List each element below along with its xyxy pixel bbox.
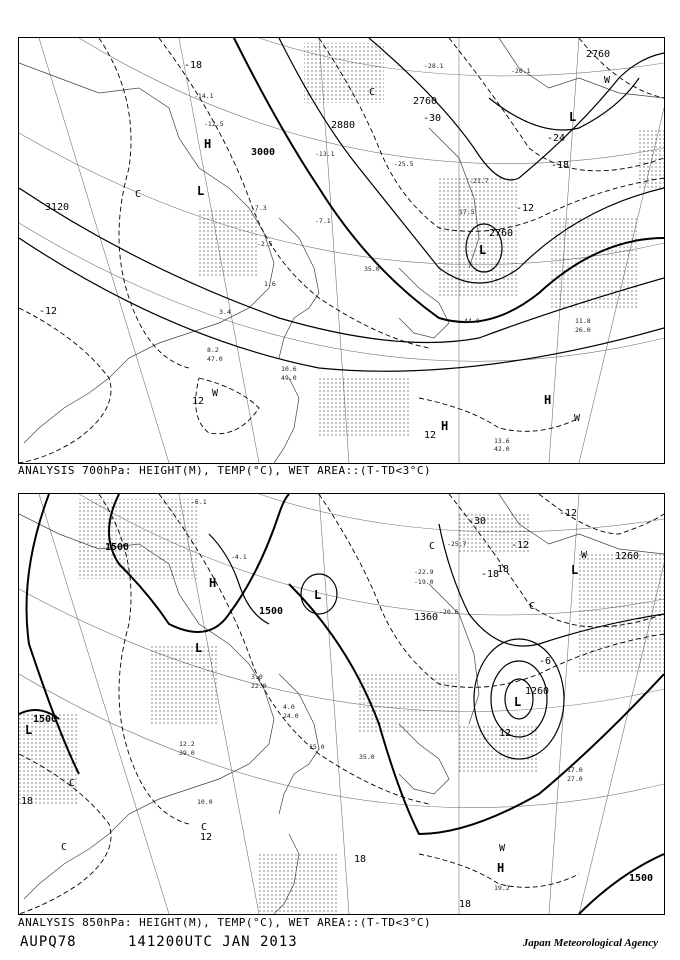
chart-timestamp: 141200UTC JAN 2013 (128, 934, 298, 950)
pressure-center-l: L (479, 243, 487, 257)
height-label: 2760 (413, 96, 438, 107)
station-value: 3.4 (219, 308, 231, 316)
station-value: -13.1 (315, 150, 335, 158)
temp-label: 12 (424, 430, 437, 441)
temp-label: -12 (516, 203, 535, 214)
warm-mark: W (604, 75, 611, 86)
station-value: 10.0 (197, 798, 213, 806)
warm-mark: W (574, 413, 581, 424)
temp-label: 12 (499, 728, 512, 739)
temp-label: 12 (200, 832, 213, 843)
temp-label: 12 (192, 396, 205, 407)
map-700-svg (19, 38, 664, 463)
station-value: 27.0 (567, 775, 583, 783)
pressure-center-h: H (209, 576, 217, 590)
station-value: 8.2 (207, 346, 219, 354)
wet-area-stipple (19, 499, 664, 914)
temp-label: 18 (21, 796, 34, 807)
temp-label: 18 (459, 899, 472, 910)
station-value: 22.0 (251, 682, 267, 690)
station-value: 49.0 (281, 374, 297, 382)
station-value: -2.5 (257, 240, 273, 248)
warm-mark: W (212, 388, 219, 399)
chart-code: AUPQ78 (20, 934, 77, 950)
height-label: 1500 (259, 606, 284, 617)
temp-label: -24 (547, 133, 566, 144)
temp-label: -6 (539, 656, 552, 667)
station-value: -21.7 (469, 177, 489, 185)
caption-850hpa: ANALYSIS 850hPa: HEIGHT(M), TEMP(°C), WET AREA::(T-TD<3°C) (18, 916, 432, 929)
station-value: 44.0 (464, 317, 480, 325)
station-value: -22.9 (414, 568, 434, 576)
temp-label: -18 (551, 160, 570, 171)
pressure-center-h: H (544, 393, 552, 407)
station-value: 47.0 (207, 355, 223, 363)
cold-mark: C (369, 87, 376, 98)
station-value: -7.3 (251, 204, 267, 212)
temp-label: -30 (423, 113, 442, 124)
pressure-center-l: L (195, 641, 203, 655)
warm-mark: W (581, 550, 588, 561)
caption-700hpa: ANALYSIS 700hPa: HEIGHT(M), TEMP(°C), WET AREA::(T-TD<3°C) (18, 464, 432, 477)
cold-mark: C (429, 541, 436, 552)
height-label: 1260 (525, 686, 550, 697)
map-850-svg (19, 494, 664, 914)
station-value: 11.8 (575, 317, 591, 325)
analysis-700hpa-map (18, 37, 665, 464)
height-label: 2880 (331, 120, 356, 131)
station-value: 35.0 (359, 753, 375, 761)
station-value: 19.2 (494, 884, 510, 892)
cold-mark: C (69, 778, 76, 789)
station-value: -7.1 (315, 217, 331, 225)
temp-label: -18 (184, 60, 203, 71)
station-value: 12.2 (179, 740, 195, 748)
station-value: -20.6 (439, 608, 459, 616)
station-value: -25.5 (394, 160, 414, 168)
station-value: 26.0 (575, 326, 591, 334)
temp-label: 18 (354, 854, 367, 865)
pressure-center-l: L (569, 110, 577, 124)
height-contours (19, 494, 664, 914)
pressure-center-l: L (197, 184, 205, 198)
station-value: 35.0 (364, 265, 380, 273)
cold-mark: C (135, 189, 142, 200)
temp-label: -12 (511, 540, 530, 551)
height-label: 1500 (105, 542, 130, 553)
station-value: 24.0 (283, 712, 299, 720)
cold-mark: C (529, 601, 536, 612)
station-value: -4.1 (231, 553, 247, 561)
station-value: 17.0 (567, 766, 583, 774)
station-value: 13.6 (494, 437, 510, 445)
station-value: 4.0 (283, 703, 295, 711)
height-label: 1500 (629, 873, 654, 884)
station-value: -26.1 (511, 67, 531, 75)
pressure-center-l: L (571, 563, 579, 577)
station-value: 10.6 (281, 365, 297, 373)
height-label: 3000 (251, 147, 276, 158)
station-value: -6.1 (191, 498, 207, 506)
warm-mark: W (499, 843, 506, 854)
height-label: 2760 (489, 228, 514, 239)
pressure-center-h: H (497, 861, 505, 875)
station-value: -12.5 (204, 120, 224, 128)
pressure-center-l: L (314, 588, 322, 602)
temp-label: -18 (481, 569, 500, 580)
analysis-850hpa-map (18, 493, 665, 915)
agency-name: Japan Meteorological Agency (522, 937, 658, 949)
station-value: 42.0 (494, 445, 510, 453)
station-value: 15.0 (309, 743, 325, 751)
pressure-center-h: H (204, 137, 212, 151)
pressure-center-h: H (441, 419, 449, 433)
pressure-center-l: L (25, 723, 33, 737)
station-value: -19.0 (414, 578, 434, 586)
station-value: 1.6 (264, 280, 276, 288)
temp-label: 18 (497, 564, 510, 575)
cold-mark: C (201, 822, 208, 833)
station-value: -25.7 (447, 540, 467, 548)
height-label: 1260 (615, 551, 640, 562)
cold-mark: C (61, 842, 68, 853)
height-label: 3120 (45, 202, 70, 213)
station-value: -14.1 (194, 92, 214, 100)
station-value: -28.1 (424, 62, 444, 70)
station-value: 39.0 (179, 749, 195, 757)
height-label: 2760 (586, 49, 611, 60)
station-value: 17.5 (459, 208, 475, 216)
temp-label: -12 (39, 306, 58, 317)
station-value: 3.0 (251, 673, 263, 681)
pressure-center-l: L (514, 695, 522, 709)
temp-label: -12 (559, 508, 578, 519)
height-label: 1360 (414, 612, 439, 623)
temp-label: -30 (468, 516, 487, 527)
height-label: 1500 (33, 714, 58, 725)
